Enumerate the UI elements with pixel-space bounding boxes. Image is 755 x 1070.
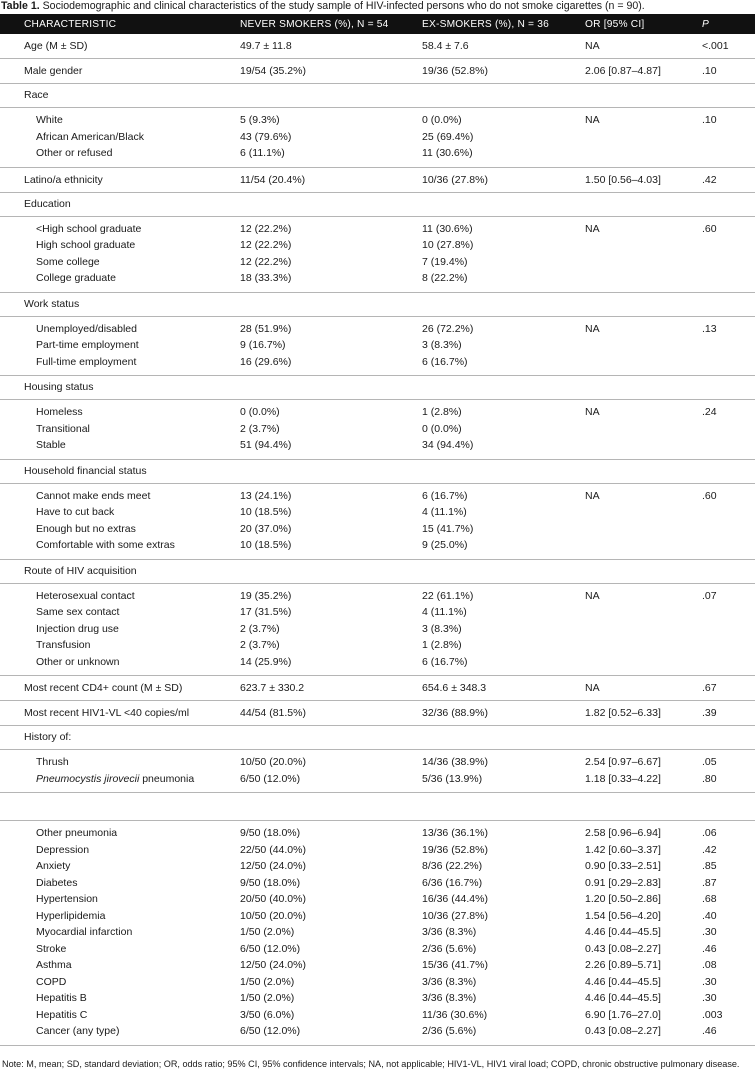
- section-header-row: [0, 292, 755, 316]
- or-value: NA: [585, 322, 600, 335]
- ex-value: 11 (30.6%): [422, 222, 473, 235]
- never-value: 9/50 (18.0%): [240, 876, 301, 889]
- ex-value: 19/36 (52.8%): [422, 65, 488, 77]
- never-value: 6 (11.1%): [240, 147, 285, 159]
- ex-value: 6/36 (16.7%): [422, 876, 483, 889]
- row-label: Cancer (any type): [36, 1025, 120, 1037]
- never-value: 10/50 (20.0%): [240, 909, 306, 922]
- never-value: 13 (24.1%): [240, 489, 292, 502]
- row-label: Hyperlipidemia: [36, 909, 106, 922]
- never-value: 2 (3.7%): [240, 639, 280, 651]
- row-label: Transfusion: [36, 639, 91, 651]
- ex-value: 0 (0.0%): [422, 422, 462, 435]
- group-row: [0, 108, 755, 168]
- row-label: Unemployed/disabled: [36, 322, 137, 335]
- p-value: .24: [702, 406, 717, 418]
- ex-value: 11/36 (30.6%): [422, 1008, 488, 1021]
- row-label: Part-time employment: [36, 339, 139, 351]
- section-title: Education: [0, 192, 755, 216]
- row-label: College graduate: [36, 272, 116, 284]
- row-label: <High school graduate: [36, 222, 142, 235]
- row-label: Myocardial infarction: [36, 926, 133, 938]
- row-label: Injection drug use: [36, 622, 119, 635]
- row-label: Other or refused: [36, 147, 113, 159]
- ex-value: 9 (25.0%): [422, 539, 468, 551]
- never-value: 17 (31.5%): [240, 606, 292, 618]
- header-row: [0, 14, 755, 34]
- row-label: Enough but no extras: [36, 522, 136, 535]
- p-value: .07: [702, 589, 717, 602]
- p-value: .85: [702, 860, 717, 872]
- never-value: 28 (51.9%): [240, 322, 292, 335]
- p-value: .42: [702, 843, 717, 856]
- never-value: 51 (94.4%): [240, 439, 292, 451]
- never-value: 22/50 (44.0%): [240, 843, 306, 856]
- ex-value: 1 (2.8%): [422, 639, 462, 651]
- section-title: Work status: [0, 292, 755, 316]
- row-label-italic: Pneumocystis jirovecii: [36, 772, 140, 785]
- row-label: Have to cut back: [36, 506, 115, 518]
- never-value: 5 (9.3%): [240, 114, 280, 126]
- section-title: History of:: [0, 726, 755, 750]
- ex-value: 0 (0.0%): [422, 114, 462, 126]
- ex-value: 22 (61.1%): [422, 589, 474, 602]
- row-label: Most recent HIV1-VL <40 copies/ml: [0, 701, 238, 726]
- never-value: 16 (29.6%): [240, 355, 292, 368]
- ex-value: 13/36 (36.1%): [422, 827, 488, 839]
- never-value: 3/50 (6.0%): [240, 1008, 295, 1021]
- or-value: 1.18 [0.33–4.22]: [585, 772, 661, 785]
- never-value: 10/50 (20.0%): [240, 756, 306, 768]
- or-value: 1.50 [0.56–4.03]: [585, 173, 661, 186]
- spacer-row: [0, 793, 755, 821]
- caption-label: Table 1.: [1, 0, 40, 12]
- ex-value: 3/36 (8.3%): [422, 975, 477, 988]
- ex-value: 15/36 (41.7%): [422, 959, 488, 971]
- or-value: 0.43 [0.08–2.27]: [585, 1025, 661, 1037]
- section-header-row: [0, 84, 755, 108]
- table-row: [0, 34, 755, 59]
- p-value: .60: [702, 489, 717, 502]
- p-value: .30: [702, 926, 717, 938]
- characteristics-table: [0, 14, 755, 1046]
- never-value: 12 (22.2%): [240, 239, 292, 251]
- p-value: .39: [702, 707, 717, 719]
- or-value: NA: [585, 682, 600, 694]
- row-label: Same sex contact: [36, 606, 120, 618]
- group-row: [0, 216, 755, 292]
- section-title: Housing status: [0, 376, 755, 400]
- row-label: Thrush: [36, 756, 69, 768]
- ex-value: 2/36 (5.6%): [422, 1025, 477, 1037]
- p-value: .10: [702, 114, 717, 126]
- table-footnote: Note: M, mean; SD, standard deviation; OR, odds ratio; 95% CI, 95% confidence intervals; NA, not applicable; HIV1-VL, HIV1 viral load; COPD, chronic obstructive pulmonary disease.: [2, 1058, 740, 1069]
- ex-value: 58.4 ± 7.6: [422, 40, 469, 52]
- ex-value: 15 (41.7%): [422, 522, 474, 535]
- ex-value: 14/36 (38.9%): [422, 756, 488, 768]
- group-row: [0, 483, 755, 559]
- ex-value: 3/36 (8.3%): [422, 926, 477, 938]
- row-label-rest: pneumonia: [139, 772, 195, 785]
- ex-value: 5/36 (13.9%): [422, 772, 483, 785]
- or-value: 0.90 [0.33–2.51]: [585, 860, 661, 872]
- ex-value: 19/36 (52.8%): [422, 843, 488, 856]
- p-value: .003: [702, 1008, 723, 1021]
- row-label: Hypertension: [36, 893, 98, 905]
- never-value: 18 (33.3%): [240, 272, 292, 284]
- never-value: 10 (18.5%): [240, 506, 292, 518]
- or-value: 0.43 [0.08–2.27]: [585, 942, 661, 955]
- p-value: .80: [702, 772, 717, 785]
- ex-value: 2/36 (5.6%): [422, 942, 477, 955]
- never-value: 10 (18.5%): [240, 539, 292, 551]
- col-header-characteristic: CHARACTERISTIC: [24, 18, 117, 30]
- row-label: Hepatitis B: [36, 992, 87, 1004]
- ex-value: 10/36 (27.8%): [422, 173, 488, 186]
- section-title: Route of HIV acquisition: [0, 559, 755, 583]
- row-label: Cannot make ends meet: [36, 489, 151, 502]
- or-value: NA: [585, 489, 600, 502]
- table-caption: [0, 0, 755, 14]
- or-value: 1.20 [0.50–2.86]: [585, 893, 661, 905]
- or-value: NA: [585, 406, 600, 418]
- row-label: Stable: [36, 439, 66, 451]
- caption-text: Sociodemographic and clinical characteristics of the study sample of HIV-infected persons who do not smoke cigarettes (n = 90).: [39, 0, 645, 12]
- ex-value: 10 (27.8%): [422, 239, 474, 251]
- p-value: .08: [702, 959, 717, 971]
- p-value: .30: [702, 975, 717, 988]
- section-title: Race: [0, 84, 755, 108]
- never-value: 6/50 (12.0%): [240, 1025, 301, 1037]
- ex-value: 25 (69.4%): [422, 130, 474, 143]
- row-label: Diabetes: [36, 876, 78, 889]
- p-value: .30: [702, 992, 717, 1004]
- table-row: [0, 701, 755, 726]
- row-label: Depression: [36, 843, 90, 856]
- never-value: 43 (79.6%): [240, 130, 292, 143]
- ex-value: 6 (16.7%): [422, 355, 468, 368]
- row-label: Comfortable with some extras: [36, 539, 175, 551]
- table-row: [0, 167, 755, 192]
- ex-value: 1 (2.8%): [422, 406, 462, 418]
- section-header-row: [0, 726, 755, 750]
- section-title: Household financial status: [0, 459, 755, 483]
- section-header-row: [0, 559, 755, 583]
- p-value: .42: [702, 173, 717, 186]
- or-value: NA: [585, 222, 600, 235]
- or-value: 0.91 [0.29–2.83]: [585, 876, 661, 889]
- row-label: Other pneumonia: [36, 827, 118, 839]
- ex-value: 10/36 (27.8%): [422, 909, 488, 922]
- ex-value: 7 (19.4%): [422, 255, 468, 268]
- ex-value: 6 (16.7%): [422, 655, 468, 668]
- never-value: 11/54 (20.4%): [240, 173, 306, 186]
- never-value: 0 (0.0%): [240, 406, 280, 418]
- never-value: 12/50 (24.0%): [240, 959, 306, 971]
- row-label: Some college: [36, 255, 100, 268]
- row-label: Most recent CD4+ count (M ± SD): [0, 676, 238, 701]
- never-value: 1/50 (2.0%): [240, 926, 295, 938]
- or-value: NA: [585, 40, 600, 52]
- p-value: .05: [702, 756, 717, 768]
- row-label: Heterosexual contact: [36, 589, 135, 602]
- or-value: 2.54 [0.97–6.67]: [585, 756, 661, 768]
- p-value: .46: [702, 942, 717, 955]
- group-row: [0, 821, 755, 1046]
- table-row: [0, 59, 755, 84]
- ex-value: 32/36 (88.9%): [422, 707, 488, 719]
- table-row: [0, 676, 755, 701]
- row-label: High school graduate: [36, 239, 136, 251]
- or-value: NA: [585, 114, 600, 126]
- or-value: 4.46 [0.44–45.5]: [585, 926, 661, 938]
- ex-value: 8 (22.2%): [422, 272, 468, 284]
- ex-value: 3 (8.3%): [422, 339, 462, 351]
- ex-value: 11 (30.6%): [422, 147, 473, 159]
- never-value: 1/50 (2.0%): [240, 992, 295, 1004]
- group-row: [0, 583, 755, 676]
- never-value: 12/50 (24.0%): [240, 860, 306, 872]
- ex-value: 4 (11.1%): [422, 506, 467, 518]
- or-value: 2.26 [0.89–5.71]: [585, 959, 661, 971]
- never-value: 1/50 (2.0%): [240, 975, 295, 988]
- never-value: 14 (25.9%): [240, 655, 292, 668]
- p-value: <.001: [702, 40, 729, 52]
- ex-value: 16/36 (44.4%): [422, 893, 488, 905]
- p-value: .10: [702, 65, 717, 77]
- row-label: African American/Black: [36, 130, 144, 143]
- never-value: 44/54 (81.5%): [240, 707, 306, 719]
- never-value: 19 (35.2%): [240, 589, 292, 602]
- never-value: 2 (3.7%): [240, 422, 280, 435]
- or-value: 2.58 [0.96–6.94]: [585, 827, 661, 839]
- section-header-row: [0, 459, 755, 483]
- ex-value: 26 (72.2%): [422, 322, 474, 335]
- row-label: Transitional: [36, 422, 90, 435]
- row-label: Full-time employment: [36, 355, 137, 368]
- or-value: 4.46 [0.44–45.5]: [585, 992, 661, 1004]
- or-value: NA: [585, 589, 600, 602]
- ex-value: 3 (8.3%): [422, 622, 462, 635]
- col-header-or: OR [95% CI]: [585, 18, 645, 30]
- never-value: 9/50 (18.0%): [240, 827, 301, 839]
- row-label: Age (M ± SD): [24, 40, 88, 52]
- ex-value: 34 (94.4%): [422, 439, 474, 451]
- p-value: .46: [702, 1025, 717, 1037]
- ex-value: 654.6 ± 348.3: [422, 682, 487, 694]
- row-label: Anxiety: [36, 860, 71, 872]
- p-value: .60: [702, 222, 717, 235]
- or-value: 4.46 [0.44–45.5]: [585, 975, 661, 988]
- col-header-p: P: [702, 18, 709, 30]
- or-value: 2.06 [0.87–4.87]: [585, 65, 661, 77]
- p-value: .68: [702, 893, 717, 905]
- row-label: Stroke: [36, 942, 67, 955]
- p-value: .40: [702, 909, 717, 922]
- never-value: 49.7 ± 11.8: [240, 40, 292, 52]
- group-row: [0, 400, 755, 460]
- or-value: 1.42 [0.60–3.37]: [585, 843, 661, 856]
- section-header-row: [0, 192, 755, 216]
- ex-value: 6 (16.7%): [422, 489, 468, 502]
- or-value: 1.54 [0.56–4.20]: [585, 909, 661, 922]
- never-value: 623.7 ± 330.2: [240, 682, 305, 694]
- never-value: 12 (22.2%): [240, 255, 292, 268]
- ex-value: 4 (11.1%): [422, 606, 467, 618]
- never-value: 6/50 (12.0%): [240, 942, 301, 955]
- never-value: 12 (22.2%): [240, 222, 292, 235]
- p-value: .87: [702, 876, 717, 889]
- row-label: Latino/a ethnicity: [0, 167, 238, 192]
- never-value: 19/54 (35.2%): [240, 65, 306, 77]
- never-value: 6/50 (12.0%): [240, 772, 301, 785]
- col-header-ex-smokers: EX-SMOKERS (%), N = 36: [422, 18, 549, 30]
- or-value: 1.82 [0.52–6.33]: [585, 707, 661, 719]
- p-value: .67: [702, 682, 717, 694]
- row-label: Male gender: [0, 59, 238, 84]
- ex-value: 3/36 (8.3%): [422, 992, 477, 1004]
- ex-value: 8/36 (22.2%): [422, 860, 483, 872]
- row-label: COPD: [36, 975, 67, 988]
- never-value: 20 (37.0%): [240, 522, 292, 535]
- col-header-never-smokers: NEVER SMOKERS (%), N = 54: [240, 18, 389, 30]
- p-value: .13: [702, 322, 717, 335]
- never-value: 20/50 (40.0%): [240, 893, 306, 905]
- or-value: 6.90 [1.76–27.0]: [585, 1008, 661, 1021]
- row-label: Hepatitis C: [36, 1008, 88, 1021]
- never-value: 2 (3.7%): [240, 622, 280, 635]
- row-label: White: [36, 114, 63, 126]
- row-label: [24, 771, 238, 788]
- row-label: Homeless: [36, 406, 83, 418]
- row-label: Asthma: [36, 959, 72, 971]
- p-value: .06: [702, 827, 717, 839]
- group-row: [0, 316, 755, 376]
- section-header-row: [0, 376, 755, 400]
- never-value: 9 (16.7%): [240, 339, 286, 351]
- row-label: Other or unknown: [36, 655, 120, 668]
- group-row: [0, 750, 755, 793]
